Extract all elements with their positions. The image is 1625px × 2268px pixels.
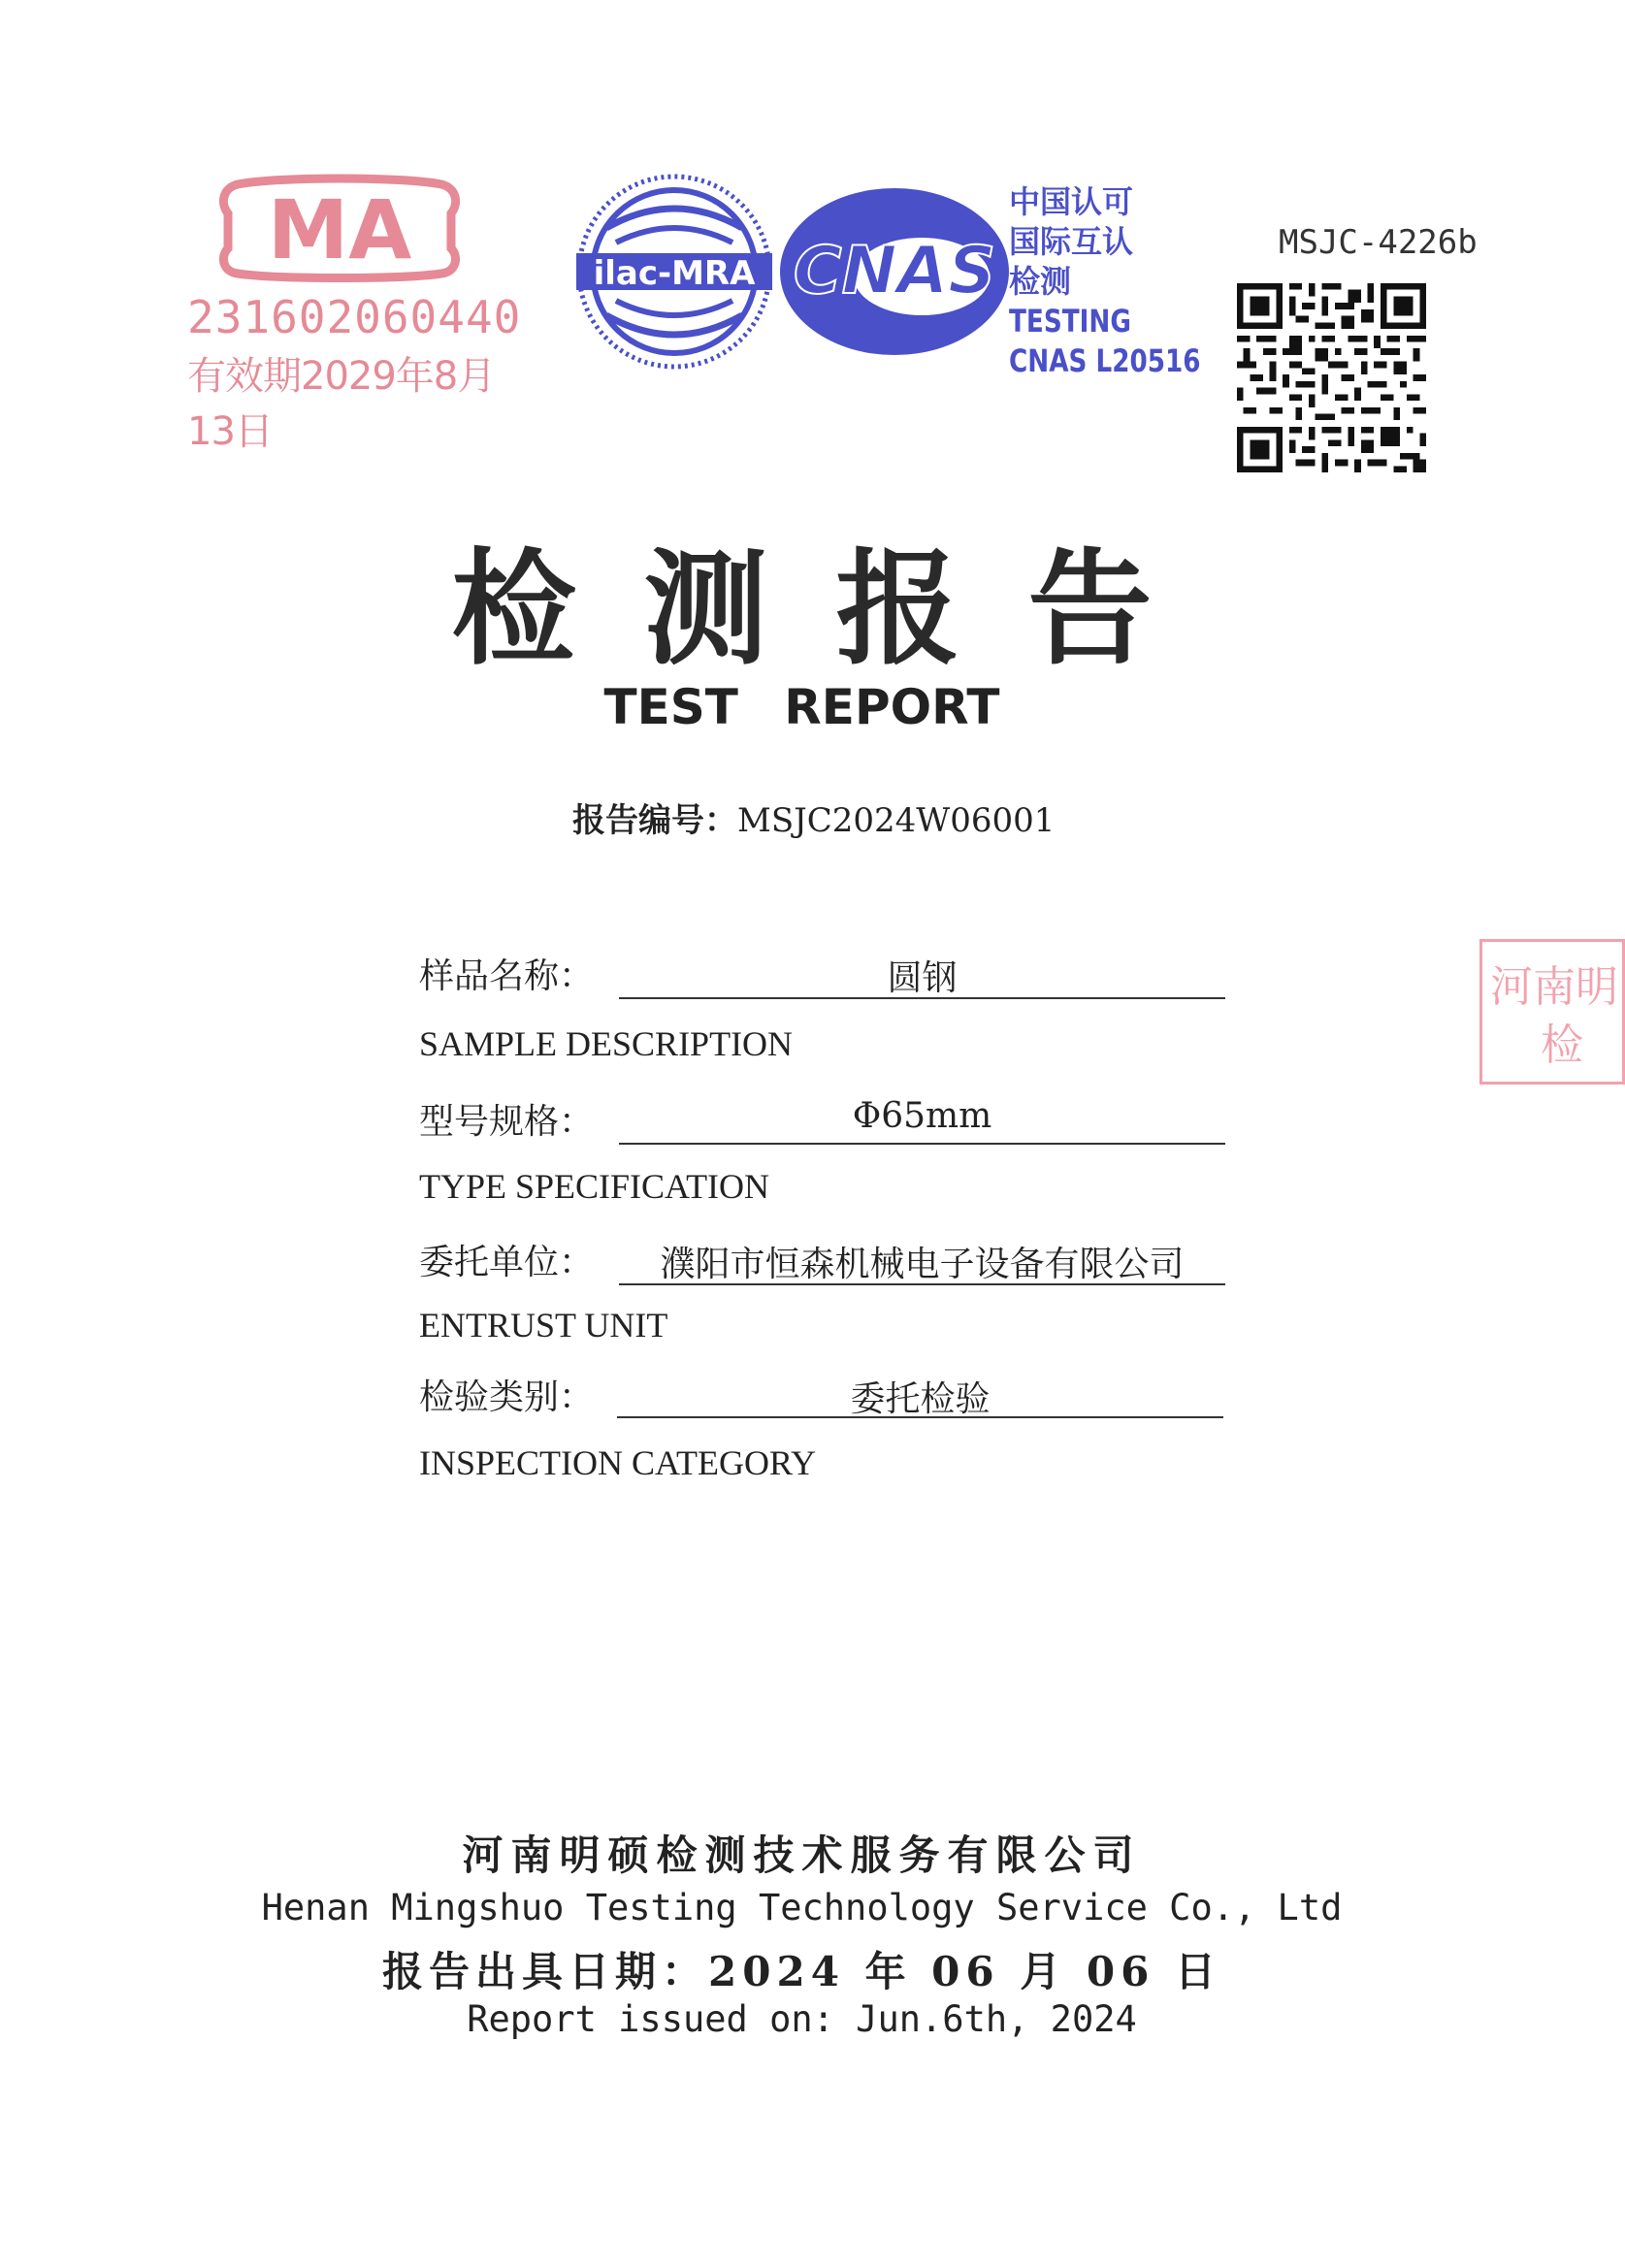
entrust-unit-underline — [619, 1283, 1225, 1285]
cma-code: 231602060440 — [187, 291, 522, 343]
form-code: MSJC-4226b — [1279, 223, 1478, 262]
ilac-mra-logo-icon — [572, 170, 776, 373]
report-number-value: MSJC2024W06001 — [737, 801, 1056, 840]
entrust-unit-value: 濮阳市恒森机械电子设备有限公司 — [660, 1245, 1185, 1284]
title-english: TEST REPORT — [603, 679, 1000, 735]
cma-stamp — [179, 175, 522, 454]
qr-code-icon[interactable] — [1237, 283, 1426, 472]
seal-line-2: 检 — [1541, 1021, 1583, 1070]
type-spec-underline — [619, 1143, 1225, 1145]
sample-name-label: 样品名称： — [419, 956, 595, 996]
sample-name-underline — [619, 997, 1225, 999]
cnas-accreditation-text — [1009, 182, 1243, 381]
cnas-logo-text: CNAS — [793, 233, 996, 309]
inspection-category-en-label: INSPECTION CATEGORY — [419, 1443, 817, 1482]
inspection-category-value: 委托检验 — [850, 1379, 991, 1419]
seal-line-1: 河南明 — [1490, 962, 1618, 1012]
issue-date-chinese: 报告出具日期：2024 年 06 月 06 日 — [382, 1948, 1221, 1995]
cma-logo-text: MA — [267, 182, 412, 277]
title-chinese: 检测报告 — [451, 536, 1220, 682]
cma-logo-icon — [218, 175, 461, 281]
entrust-unit-label: 委托单位： — [419, 1243, 595, 1282]
cnas-line-mutual: 国际互认 — [1009, 223, 1134, 260]
report-number-label: 报告编号： — [572, 801, 737, 840]
cnas-logo-icon — [776, 184, 1014, 359]
cnas-line-recognition: 中国认可 — [1009, 183, 1134, 220]
partial-seal-stamp — [1479, 939, 1625, 1085]
issue-date-english: Report issued on: Jun.6th, 2024 — [467, 1998, 1137, 2040]
company-name-english: Henan Mingshuo Testing Technology Service Co., Ltd — [261, 1887, 1343, 1928]
ilac-logo-text: ilac-MRA — [593, 254, 756, 293]
type-spec-value: Φ65mm — [852, 1096, 992, 1136]
inspection-category-label: 检验类别： — [419, 1377, 595, 1417]
report-number — [572, 794, 1055, 841]
sample-name-value: 圆钢 — [887, 958, 958, 998]
company-name-chinese: 河南明硕检测技术服务有限公司 — [462, 1831, 1142, 1879]
cma-validity: 有效期2029年8月13日 — [187, 354, 496, 454]
cnas-line-testing-en: TESTING — [1009, 303, 1131, 340]
type-specification-label: TYPE SPECIFICATION — [419, 1167, 770, 1206]
sample-description-label: SAMPLE DESCRIPTION — [419, 1024, 794, 1063]
inspection-category-underline — [617, 1416, 1223, 1418]
type-spec-label: 型号规格： — [419, 1102, 595, 1142]
entrust-unit-en-label: ENTRUST UNIT — [419, 1306, 668, 1345]
cnas-line-number: CNAS L20516 — [1009, 342, 1201, 379]
cnas-line-testing-cn: 检测 — [1009, 263, 1072, 300]
